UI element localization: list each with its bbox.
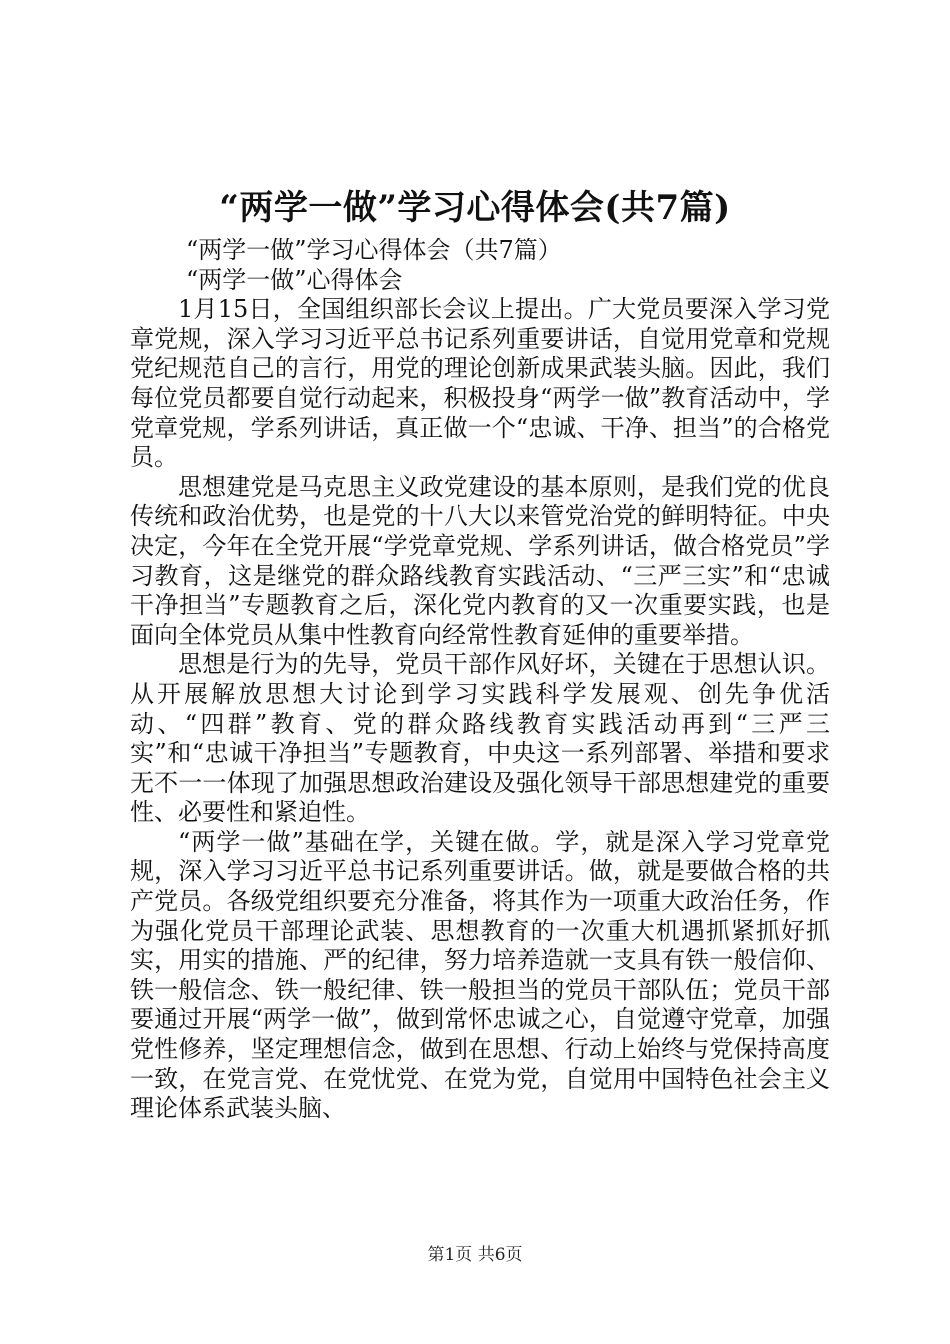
subtitle-line-2: “两学一做”心得体会 — [186, 265, 403, 294]
paragraph-2: 思想建党是马克思主义政党建设的基本原则，是我们党的优良传统和政治优势，也是党的十八大以来管党治党的鲜明特征。中央决定，今年在全党开展“学党章党规、学系列讲话，做合格党员”学习教育，这是继党的群众路线教育实践活动、“三严三实”和“忠诚干净担当”专题教育之后，深化党内教育的又一次重要实践，也是面向全体党员从集中性教育向经常性教育延伸的重要举措。 — [130, 472, 830, 649]
subtitle-line-1: “两学一做”学习心得体会（共7篇） — [186, 236, 562, 264]
page-footer: 第1页 共6页 — [427, 1245, 523, 1265]
paragraph-1: 1月15日，全国组织部长会议上提出。广大党员要深入学习党章党规，深入学习习近平总书记系列重要讲话，自觉用党章和党规党纪规范自己的言行，用党的理论创新成果武装头脑。因此，我们每位党员都要自觉行动起来，积极投身“两学一做”教育活动中，学党章党规，学系列讲话，真正做一个“忠诚、干净、担当”的合格党员。 — [130, 295, 830, 472]
document-title: “两学一做”学习心得体会(共7篇) — [219, 188, 731, 228]
paragraph-4: “两学一做”基础在学，关键在做。学，就是深入学习党章党规，深入学习习近平总书记系列重要讲话。做，就是要做合格的共产党员。各级党组织要充分准备，将其作为一项重大政治任务，作为强化党员干部理论武装、思想教育的一次重大机遇抓紧抓好抓实，用实的措施、严的纪律，努力培养造就一支具有铁一般信仰、铁一般信念、铁一般纪律、铁一般担当的党员干部队伍；党员干部要通过开展“两学一做”，做到常怀忠诚之心，自觉遵守党章，加强党性修养，坚定理想信念，做到在思想、行动上始终与党保持高度一致，在党言党、在党忧党、在党为党，自觉用中国特色社会主义理论体系武装头脑、 — [130, 827, 830, 1123]
paragraph-3: 思想是行为的先导，党员干部作风好坏，关键在于思想认识。从开展解放思想大讨论到学习实践科学发展观、创先争优活动、“四群”教育、党的群众路线教育实践活动再到“三严三实”和“忠诚干净担当”专题教育，中央这一系列部署、举措和要求无不一一体现了加强思想政治建设及强化领导干部思想建党的重要性、必要性和紧迫性。 — [130, 650, 830, 827]
document-body — [130, 236, 830, 1124]
